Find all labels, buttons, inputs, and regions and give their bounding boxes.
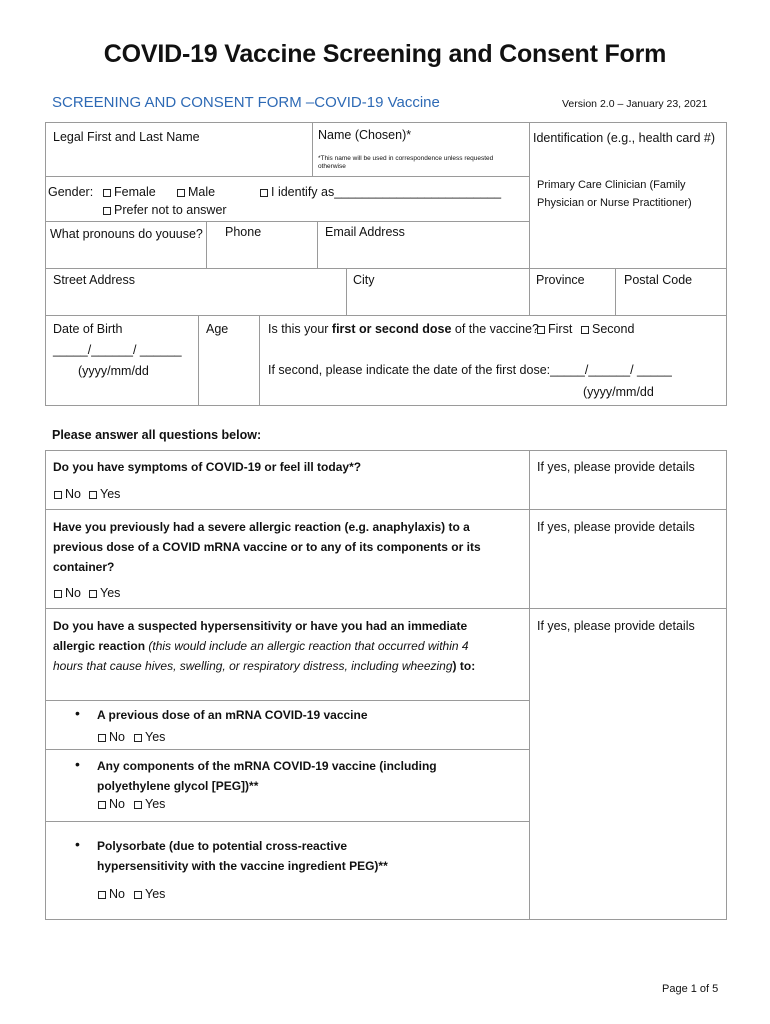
- gender-label: Gender:: [48, 185, 94, 199]
- sub2-yes-option[interactable]: Yes: [134, 797, 165, 811]
- checkbox-icon[interactable]: [134, 801, 142, 809]
- grid-line: [259, 315, 260, 405]
- chosen-name-label[interactable]: Name (Chosen)*: [318, 128, 412, 142]
- identification-label[interactable]: Identification (e.g., health card #): [533, 131, 716, 145]
- gender-prefer-option[interactable]: Prefer not to answer: [103, 203, 227, 217]
- checkbox-icon[interactable]: [89, 491, 97, 499]
- checkbox-icon[interactable]: [103, 207, 111, 215]
- checkbox-icon[interactable]: [581, 326, 589, 334]
- gender-male-option[interactable]: Male: [177, 185, 215, 199]
- grid-line: [346, 268, 347, 315]
- grid-line: [529, 122, 530, 315]
- sub2-no-option[interactable]: No: [98, 797, 125, 811]
- checkbox-icon[interactable]: [98, 891, 106, 899]
- sub1-no-option[interactable]: No: [98, 730, 125, 744]
- sub-question-previous-dose: A previous dose of an mRNA COVID-19 vaccine: [97, 708, 368, 722]
- grid-line: [198, 315, 199, 405]
- gender-female-option[interactable]: Female: [103, 185, 156, 199]
- primary-care-label-line1[interactable]: Primary Care Clinician (Family: [537, 179, 686, 191]
- second-dose-format: (yyyy/mm/dd: [583, 385, 654, 399]
- grid-line: [45, 315, 726, 316]
- version-label: Version 2.0 – January 23, 2021: [562, 98, 708, 110]
- sub3-yes-option[interactable]: Yes: [134, 887, 165, 901]
- page-title: COVID-19 Vaccine Screening and Consent Form: [103, 40, 667, 68]
- grid-line: [726, 122, 727, 406]
- sub1-yes-option[interactable]: Yes: [134, 730, 165, 744]
- checkbox-icon[interactable]: [177, 189, 185, 197]
- checkbox-icon[interactable]: [103, 189, 111, 197]
- grid-line: [206, 221, 207, 268]
- questions-header: Please answer all questions below:: [52, 428, 262, 442]
- dose-second-option[interactable]: Second: [581, 322, 634, 336]
- bullet-icon: •: [75, 836, 80, 852]
- q2-yes-option[interactable]: Yes: [89, 586, 120, 600]
- sub-question-components: Any components of the mRNA COVID-19 vaccine (including polyethylene glycol [PEG])**: [97, 759, 437, 793]
- grid-line: [45, 821, 529, 822]
- details-label[interactable]: If yes, please provide details: [537, 460, 695, 474]
- gender-identify-option[interactable]: I identify as________________________: [260, 185, 501, 199]
- form-subtitle: SCREENING AND CONSENT FORM –COVID-19 Vaccine: [52, 94, 440, 111]
- bullet-icon: •: [75, 705, 80, 721]
- question-allergic-reaction: Have you previously had a severe allergic reaction (e.g. anaphylaxis) to a previous dose of a COVID mRNA vaccine or to any of its components or its container?: [53, 520, 481, 574]
- grid-line: [45, 919, 726, 920]
- grid-line: [45, 268, 726, 269]
- grid-line: [45, 749, 529, 750]
- city-label[interactable]: City: [353, 273, 375, 287]
- checkbox-icon[interactable]: [54, 491, 62, 499]
- grid-line: [45, 122, 726, 123]
- dob-format: (yyyy/mm/dd: [78, 364, 149, 378]
- province-label[interactable]: Province: [536, 273, 585, 287]
- details-label[interactable]: If yes, please provide details: [537, 520, 695, 534]
- grid-line: [312, 122, 313, 177]
- pronouns-label[interactable]: What pronouns do youuse?: [50, 227, 203, 241]
- grid-line: [45, 450, 46, 920]
- primary-care-label-line2: Physician or Nurse Practitioner): [537, 197, 692, 209]
- dob-label[interactable]: Date of Birth: [53, 322, 123, 336]
- bullet-icon: •: [75, 756, 80, 772]
- grid-line: [615, 268, 616, 315]
- grid-line: [45, 176, 529, 177]
- phone-label[interactable]: Phone: [225, 225, 262, 239]
- checkbox-icon[interactable]: [134, 891, 142, 899]
- grid-line: [45, 122, 46, 406]
- chosen-name-note: *This name will be used in correspondence unless requested otherwise: [318, 155, 494, 170]
- question-symptoms: Do you have symptoms of COVID-19 or feel ill today*?: [53, 460, 362, 474]
- grid-line: [45, 608, 726, 609]
- legal-name-label[interactable]: Legal First and Last Name: [53, 130, 200, 144]
- email-label[interactable]: Email Address: [325, 225, 405, 239]
- postal-code-label[interactable]: Postal Code: [624, 273, 693, 287]
- details-label[interactable]: If yes, please provide details: [537, 619, 695, 633]
- q1-yes-option[interactable]: Yes: [89, 487, 120, 501]
- q2-no-option[interactable]: No: [54, 586, 81, 600]
- grid-line: [317, 221, 318, 268]
- street-address-label[interactable]: Street Address: [53, 273, 135, 287]
- second-dose-date[interactable]: If second, please indicate the date of the first dose:_____/______/ _____: [268, 363, 672, 377]
- dose-question: Is this your first or second dose of the vaccine?: [268, 322, 539, 336]
- q1-no-option[interactable]: No: [54, 487, 81, 501]
- grid-line: [45, 450, 726, 451]
- grid-line: [45, 405, 726, 406]
- dose-first-option[interactable]: First: [537, 322, 572, 336]
- checkbox-icon[interactable]: [54, 590, 62, 598]
- sub-question-polysorbate: Polysorbate (due to potential cross-reactive hypersensitivity with the vaccine ingredient PEG)**: [97, 839, 388, 873]
- age-label[interactable]: Age: [206, 322, 229, 336]
- checkbox-icon[interactable]: [89, 590, 97, 598]
- checkbox-icon[interactable]: [260, 189, 268, 197]
- grid-line: [529, 450, 530, 920]
- grid-line: [45, 221, 529, 222]
- question-hypersensitivity: Do you have a suspected hypersensitivity or have you had an immediate allergic reaction (this would include an allergic reaction that occurred within 4 hours that cause hives, swelling, or respiratory distress, including wheezing) to:: [53, 619, 476, 673]
- grid-line: [45, 700, 529, 701]
- sub3-no-option[interactable]: No: [98, 887, 125, 901]
- checkbox-icon[interactable]: [98, 801, 106, 809]
- dob-blank[interactable]: _____/______/ ______: [53, 343, 182, 357]
- grid-line: [726, 450, 727, 920]
- checkbox-icon[interactable]: [98, 734, 106, 742]
- page-number: Page 1 of 5: [662, 983, 719, 995]
- grid-line: [45, 509, 726, 510]
- checkbox-icon[interactable]: [134, 734, 142, 742]
- checkbox-icon[interactable]: [537, 326, 545, 334]
